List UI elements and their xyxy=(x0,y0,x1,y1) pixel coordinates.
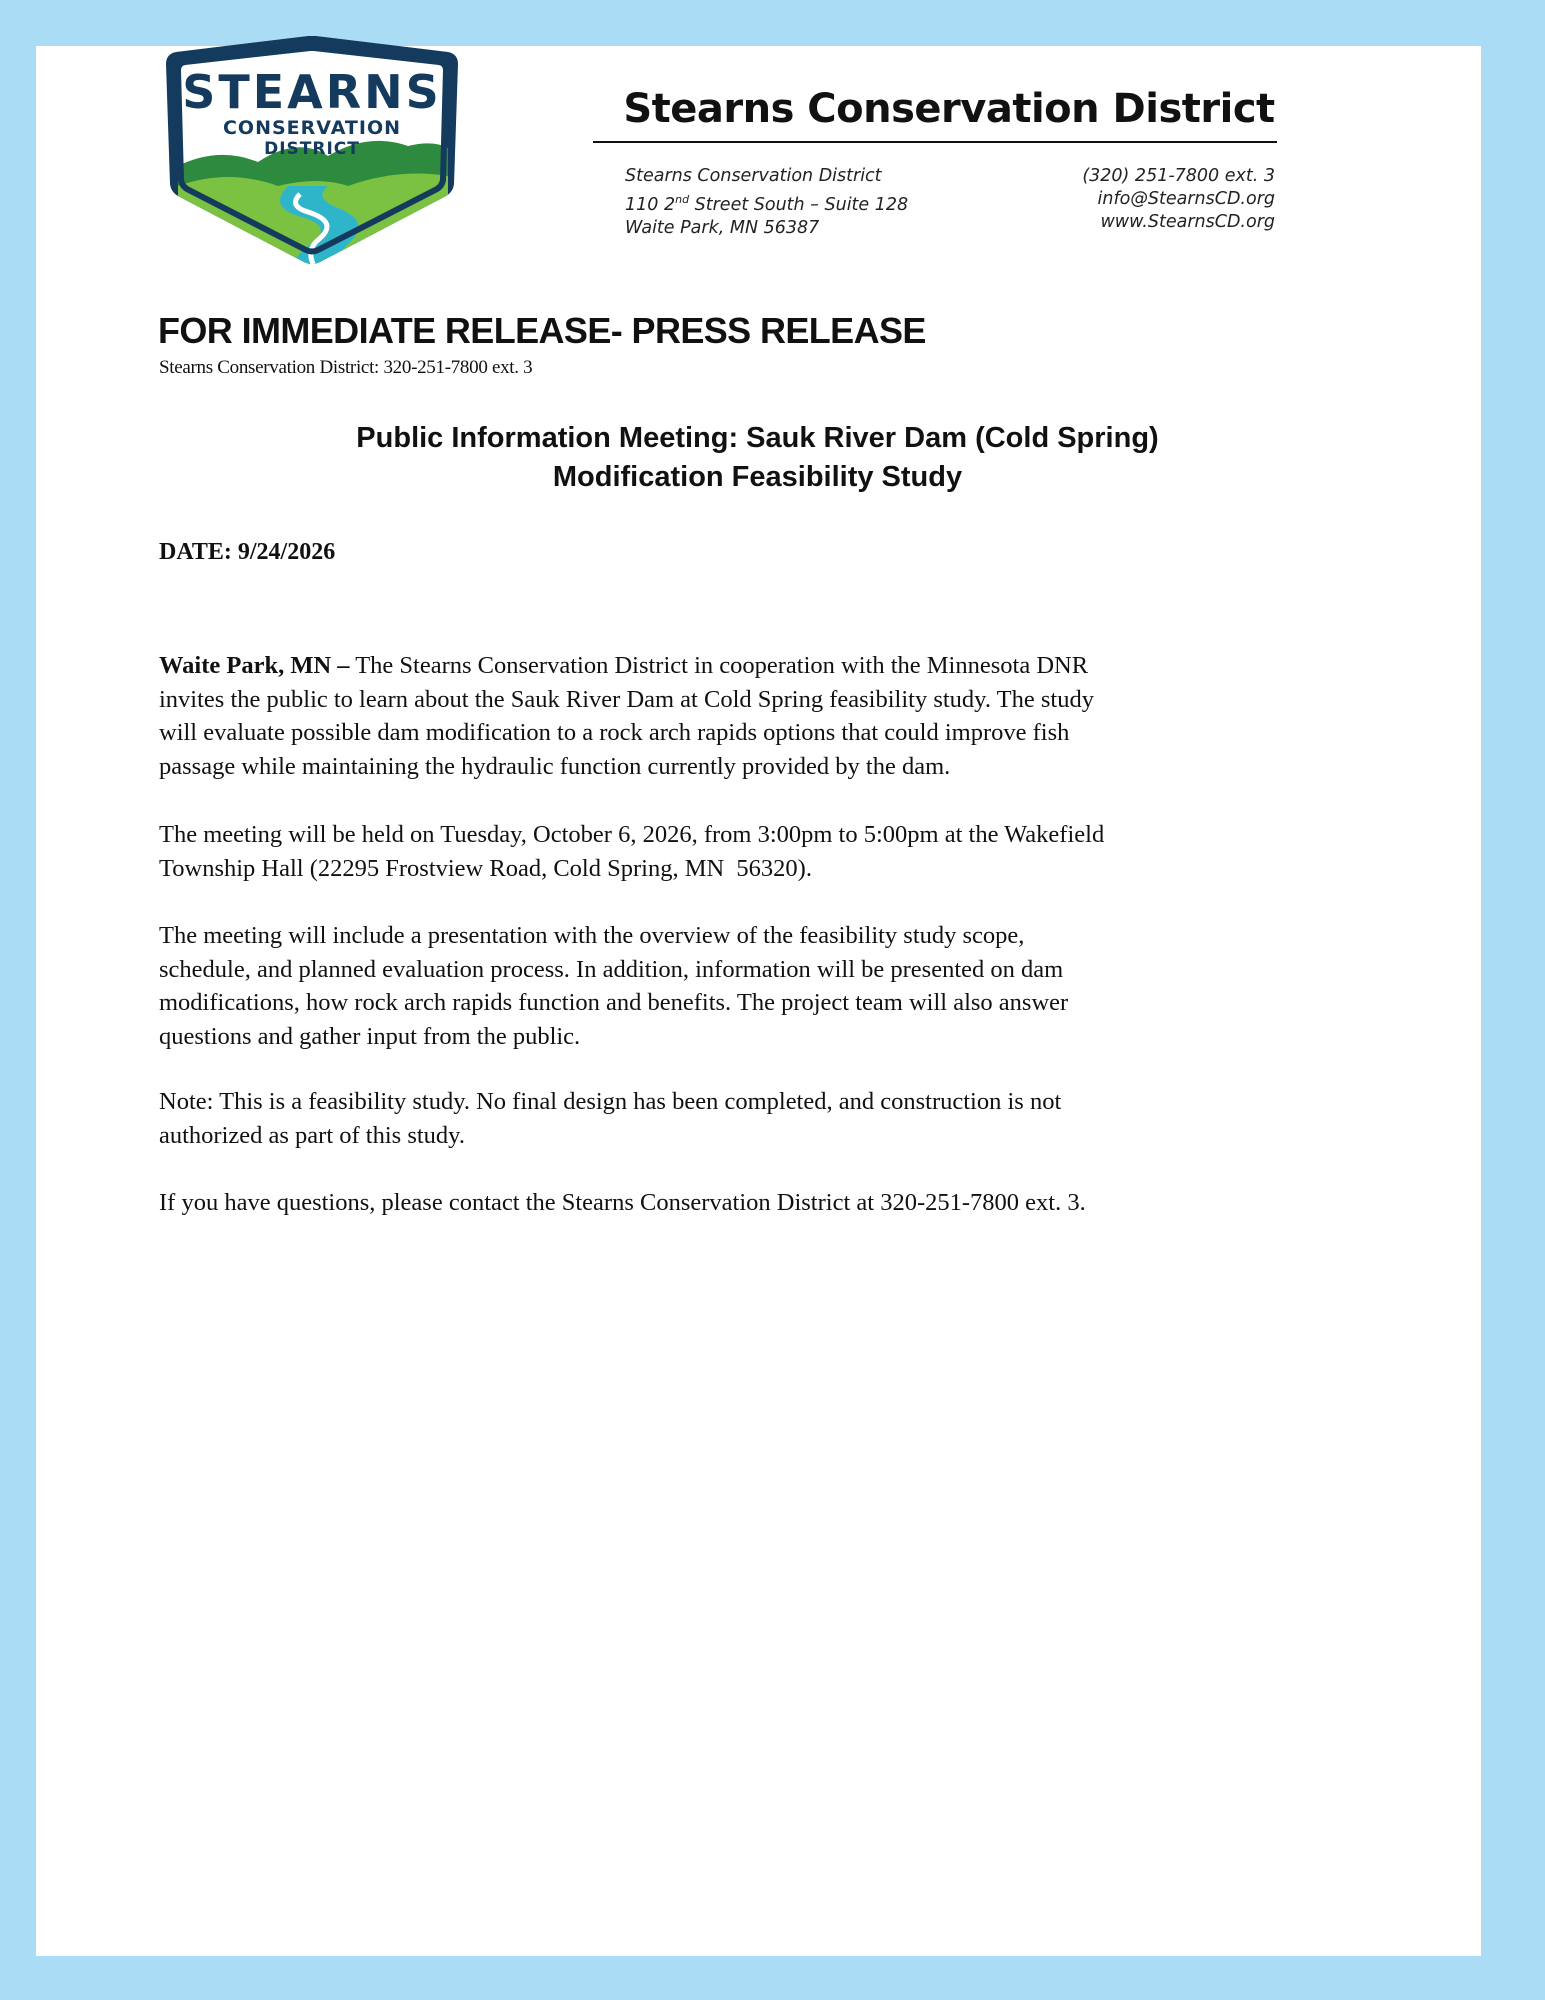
org-name: Stearns Conservation District xyxy=(623,86,1275,132)
p2-line2: Township Hall (22295 Frostview Road, Cold Spring, MN 56320). xyxy=(159,854,812,882)
p3-line1: The meeting will include a presentation with the overview of the feasibility study scope, xyxy=(159,922,1025,949)
p1-line3: will evaluate possible dam modification to a rock arch rapids options that could improve fish xyxy=(159,719,1070,746)
p3-line2: schedule, and planned evaluation process. In addition, information will be presented on dam xyxy=(159,955,1064,983)
p1-line1: The Stearns Conservation District in cooperation with the Minnesota DNR xyxy=(355,652,1089,679)
headline-line1: Public Information Meeting: Sauk River Dam (Cold Spring) xyxy=(356,422,1159,454)
p2-line1: The meeting will be held on Tuesday, October 6, 2026, from 3:00pm to 5:00pm at the Wakefield xyxy=(159,821,1105,848)
address-phone: (320) 251-7800 ext. 3 xyxy=(1082,166,1275,186)
paragraph-5 xyxy=(159,1186,1349,1220)
release-label: FOR IMMEDIATE RELEASE- PRESS RELEASE xyxy=(158,310,926,351)
paragraph-3 xyxy=(159,919,1349,1053)
logo-line2: CONSERVATION xyxy=(222,117,402,139)
address-left xyxy=(625,165,908,240)
header-rule xyxy=(593,141,1277,143)
address-website: www.StearnsCD.org xyxy=(1100,212,1275,232)
release-contact: Stearns Conservation District: 320-251-7800 ext. 3 xyxy=(159,357,533,378)
paragraph-1 xyxy=(159,649,1349,783)
address-email: info@StearnsCD.org xyxy=(1097,189,1275,209)
logo-line3: DISTRICT xyxy=(264,139,360,159)
p4-line1: Note: This is a feasibility study. No final design has been completed, and construction is not xyxy=(159,1088,1062,1115)
address-city: Waite Park, MN 56387 xyxy=(625,217,820,238)
p3-line3: modifications, how rock arch rapids function and benefits. The project team will also answer xyxy=(159,989,1069,1016)
release-date: DATE: 9/24/2026 xyxy=(159,539,336,565)
paragraph-2 xyxy=(159,818,1349,885)
address-right xyxy=(1082,165,1275,234)
p3-line4: questions and gather input from the public. xyxy=(159,1022,581,1050)
logo-line1: STEARNS xyxy=(182,65,442,119)
address-name: Stearns Conservation District xyxy=(625,166,882,186)
headline-line2: Modification Feasibility Study xyxy=(552,461,963,493)
paragraph-4 xyxy=(159,1085,1349,1152)
headline xyxy=(160,419,1355,497)
p1-line4: passage while maintaining the hydraulic function currently provided by the dam. xyxy=(159,752,951,780)
dateline: Waite Park, MN – xyxy=(159,652,350,679)
p5-line1: If you have questions, please contact the Stearns Conservation District at 320-251-7800 ext. 3. xyxy=(159,1189,1086,1216)
stearns-conservation-district-logo xyxy=(148,36,476,266)
address-street: 110 2nd Street South – Suite 128 xyxy=(625,193,909,215)
p4-line2: authorized as part of this study. xyxy=(159,1121,465,1149)
p1-line2: invites the public to learn about the Sauk River Dam at Cold Spring feasibility study. The study xyxy=(159,685,1094,713)
